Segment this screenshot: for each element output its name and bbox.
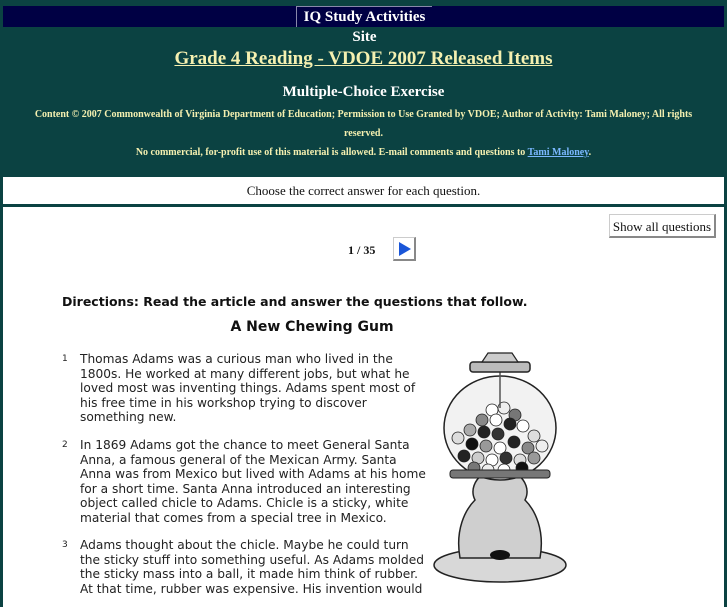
line: In 1869 Adams got the chance to meet General Santa (80, 438, 410, 452)
line: Anna, a famous general of the Mexican Army. Santa (80, 452, 397, 467)
directions: Directions: Read the article and answer the questions that follow. (62, 294, 528, 309)
line: At that time, rubber was expensive. His invention would (80, 581, 423, 596)
credits-suffix: . (588, 147, 592, 158)
show-all-questions-button[interactable]: Show all questions (609, 214, 716, 238)
line: object called chicle to Adams. Chicle is a sticky, white (80, 496, 409, 511)
page-subtitle: Multiple-Choice Exercise (282, 84, 445, 100)
line: material that comes from a special tree in Mexico. (80, 510, 387, 525)
line: Adams thought about the chicle. Maybe he could turn (80, 538, 409, 552)
page-title[interactable]: Grade 4 Reading - VDOE 2007 Released Items (174, 48, 553, 69)
credits (20, 105, 707, 162)
play-arrow-icon (398, 241, 412, 257)
credits-line-2 (20, 143, 707, 162)
paragraph-number: 3 (62, 540, 68, 550)
line: for a short time. Santa Anna introduced an interesting (80, 481, 411, 496)
author-email-link[interactable]: Tami Maloney (527, 147, 589, 158)
instructions: Choose the correct answer for each question. (3, 177, 724, 204)
line: Thomas Adams was a curious man who lived in the (80, 352, 393, 366)
site-name-tab[interactable]: IQ Study Activities Site (296, 6, 432, 27)
paragraph-number: 2 (62, 440, 68, 450)
credits-text: No commercial, for-profit use of this material is allowed. E-mail comments and questions to (135, 147, 528, 158)
line: the sticky stuff into something useful. As Adams molded (80, 552, 424, 567)
gumball-machine-illustration (420, 340, 580, 600)
line: Anna was from Mexico but lived with Adams at his home (80, 467, 426, 482)
line: loved most was inventing things. Adams spent most of (80, 381, 416, 396)
next-question-button[interactable] (393, 237, 416, 261)
line: 1800s. He worked at many different jobs, but what he (80, 366, 410, 381)
line: his free time in his workshop trying to discover (80, 395, 367, 410)
line: something new. (80, 410, 177, 425)
page-counter: 1 / 35 (348, 243, 376, 257)
credits-line-1: Content © 2007 Commonwealth of Virginia Department of Education; Permission to Use Granted by VDOE; Author of Activity: Tami Maloney; All rights reserved. (34, 109, 693, 139)
line: the sticky mass into a ball, it made him think of rubber. (80, 567, 418, 582)
paragraph-number: 1 (62, 354, 68, 364)
article-title: A New Chewing Gum (230, 319, 394, 335)
